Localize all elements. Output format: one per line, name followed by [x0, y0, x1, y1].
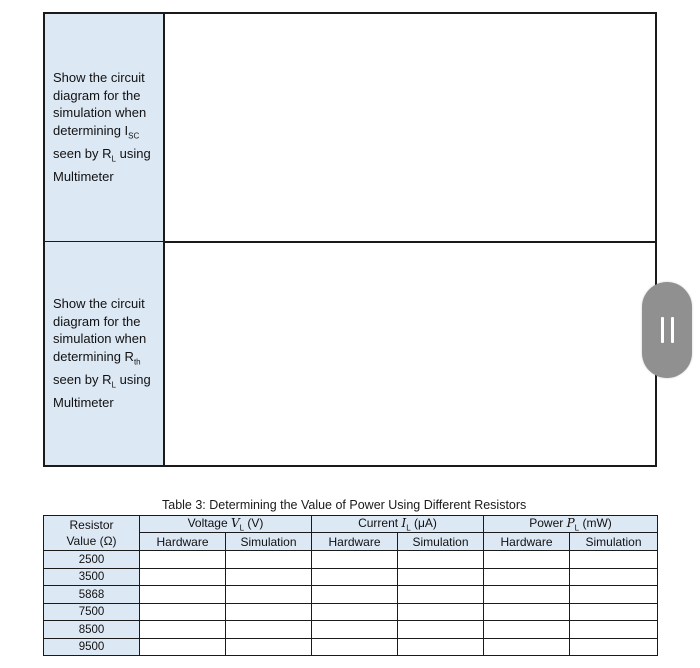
prompt-line: seen by R	[53, 372, 112, 387]
header-line: Value (Ω)	[66, 534, 117, 549]
entry-cell[interactable]	[312, 568, 398, 586]
prompt-line: using	[116, 146, 151, 161]
header-sub: L	[574, 523, 580, 533]
entry-cell[interactable]	[140, 621, 226, 639]
entry-cell[interactable]	[312, 638, 398, 656]
table-row	[44, 603, 658, 621]
header-line: Resistor	[69, 518, 114, 533]
table-row	[44, 586, 658, 604]
entry-cell[interactable]	[398, 551, 484, 569]
entry-cell[interactable]	[140, 551, 226, 569]
entry-cell[interactable]	[226, 603, 312, 621]
drag-handle[interactable]	[642, 282, 692, 378]
resistor-value-header	[44, 516, 140, 551]
prompt-row-rth	[45, 242, 655, 465]
entry-cell[interactable]	[140, 603, 226, 621]
entry-cell[interactable]	[484, 568, 570, 586]
subheader-hardware: Hardware	[484, 533, 570, 551]
entry-cell[interactable]	[312, 603, 398, 621]
header-text: Current	[358, 516, 402, 530]
prompt-line: using	[116, 372, 151, 387]
header-sub: L	[406, 523, 411, 533]
entry-cell[interactable]	[484, 586, 570, 604]
prompt-line: Show the circuit	[53, 70, 145, 86]
entry-cell[interactable]	[570, 603, 658, 621]
prompt-line: Show the circuit	[53, 296, 145, 312]
current-header	[312, 516, 484, 533]
entry-cell[interactable]	[312, 586, 398, 604]
entry-cell[interactable]	[398, 603, 484, 621]
table-caption: Table 3: Determining the Value of Power Using Different Resistors	[162, 498, 527, 512]
subscript-sc: SC	[128, 131, 140, 141]
subheader-hardware: Hardware	[140, 533, 226, 551]
header-unit: (mW)	[579, 516, 612, 530]
entry-cell[interactable]	[312, 621, 398, 639]
entry-cell[interactable]	[484, 621, 570, 639]
entry-cell[interactable]	[226, 551, 312, 569]
entry-cell[interactable]	[140, 568, 226, 586]
prompt-line: simulation when	[53, 331, 147, 347]
table-row	[44, 568, 658, 586]
prompt-label-rth	[45, 242, 165, 465]
diagram-area-rth[interactable]	[165, 242, 655, 465]
resistor-value-cell: 9500	[44, 638, 140, 656]
subscript-th: th	[133, 357, 141, 367]
entry-cell[interactable]	[226, 586, 312, 604]
header-var: I	[401, 516, 407, 530]
entry-cell[interactable]	[226, 638, 312, 656]
header-sub: L	[239, 523, 245, 533]
prompt-line: diagram for the	[53, 87, 141, 103]
header-unit: (μA)	[410, 516, 437, 530]
power-header	[484, 516, 658, 533]
entry-cell[interactable]	[570, 621, 658, 639]
entry-cell[interactable]	[398, 568, 484, 586]
resistor-value-cell: 7500	[44, 603, 140, 621]
prompt-line: Multimeter	[53, 395, 114, 411]
entry-cell[interactable]	[226, 568, 312, 586]
entry-cell[interactable]	[226, 621, 312, 639]
subheader-hardware: Hardware	[312, 533, 398, 551]
header-text: Voltage	[187, 516, 231, 530]
subheader-simulation: Simulation	[570, 533, 658, 551]
header-text: Power	[529, 516, 567, 530]
table-row	[44, 621, 658, 639]
prompt-line: diagram for the	[53, 313, 141, 329]
entry-cell[interactable]	[570, 586, 658, 604]
subheader-simulation: Simulation	[226, 533, 312, 551]
subscript-l: L	[111, 154, 116, 164]
entry-cell[interactable]	[140, 586, 226, 604]
handle-grip-icon	[661, 317, 664, 343]
prompt-line: seen by R	[53, 146, 112, 161]
header-var: P	[566, 516, 575, 530]
entry-cell[interactable]	[484, 551, 570, 569]
entry-cell[interactable]	[398, 586, 484, 604]
entry-cell[interactable]	[570, 638, 658, 656]
prompt-line: Multimeter	[53, 169, 114, 185]
table-row	[44, 638, 658, 656]
prompt-line: determining I	[53, 122, 129, 138]
resistor-value-cell: 8500	[44, 621, 140, 639]
entry-cell[interactable]	[140, 638, 226, 656]
header-unit: (V)	[244, 516, 264, 530]
voltage-header	[140, 516, 312, 533]
subscript-l: L	[111, 380, 116, 390]
resistor-value-cell: 5868	[44, 586, 140, 604]
entry-cell[interactable]	[398, 621, 484, 639]
power-table	[43, 515, 658, 656]
prompt-line: simulation when	[53, 105, 147, 121]
circuit-diagram-table	[43, 12, 657, 467]
resistor-value-cell: 2500	[44, 551, 140, 569]
prompt-row-isc	[45, 14, 655, 243]
prompt-line: determining R	[53, 348, 134, 364]
entry-cell[interactable]	[398, 638, 484, 656]
entry-cell[interactable]	[484, 603, 570, 621]
entry-cell[interactable]	[484, 638, 570, 656]
subheader-simulation: Simulation	[398, 533, 484, 551]
entry-cell[interactable]	[570, 568, 658, 586]
entry-cell[interactable]	[312, 551, 398, 569]
resistor-value-cell: 3500	[44, 568, 140, 586]
entry-cell[interactable]	[570, 551, 658, 569]
handle-grip-icon	[671, 317, 674, 343]
diagram-area-isc[interactable]	[165, 14, 655, 241]
table-row	[44, 551, 658, 569]
header-var: V	[230, 516, 240, 530]
prompt-label-isc	[45, 14, 165, 241]
